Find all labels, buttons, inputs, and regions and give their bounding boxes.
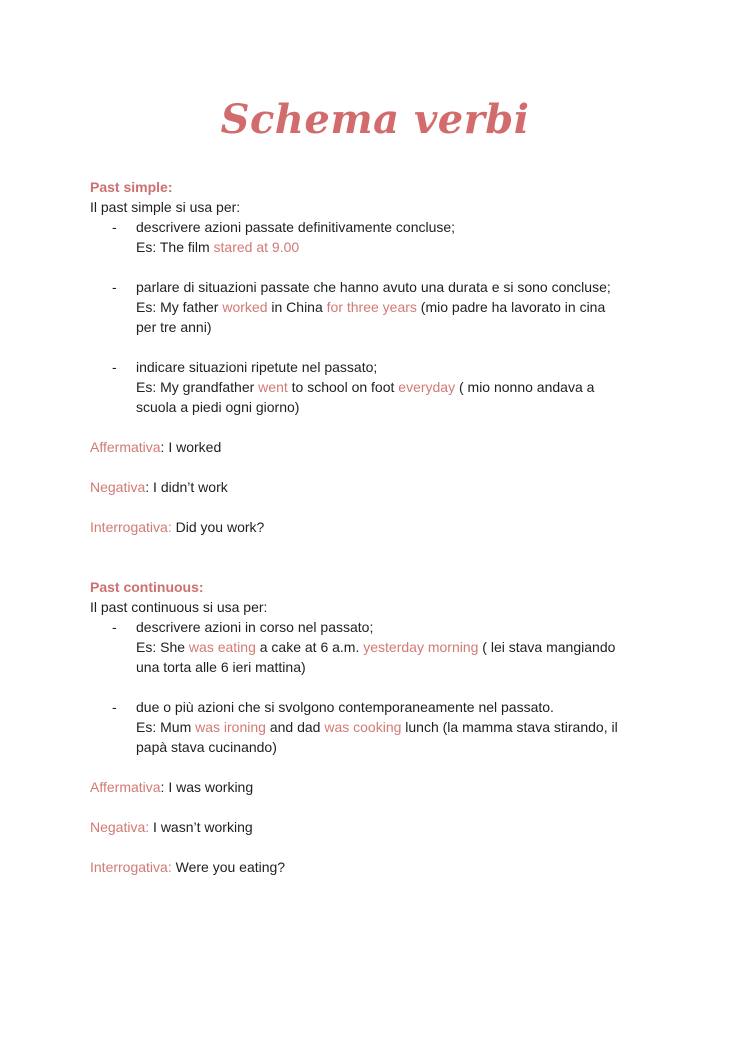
example-line bbox=[90, 297, 670, 317]
list-item-text: parlare di situazioni passate che hanno avuto una durata e si sono concluse; bbox=[136, 279, 611, 295]
example-line: scuola a piedi ogni giorno) bbox=[136, 399, 300, 415]
list-item bbox=[90, 277, 670, 297]
form-label: Negativa: bbox=[90, 819, 150, 835]
form-interrogative bbox=[90, 517, 670, 537]
example-text: Es: Mum bbox=[136, 719, 196, 735]
example-line bbox=[90, 637, 670, 657]
example-line bbox=[90, 237, 670, 257]
example-translation: lunch (la mamma stava stirando, il bbox=[401, 719, 618, 735]
form-example: Were you eating? bbox=[171, 859, 286, 875]
example-text: Es: The film bbox=[136, 239, 214, 255]
highlighted-verb: worked bbox=[222, 299, 268, 315]
example-line: una torta alle 6 ieri mattina) bbox=[136, 659, 306, 675]
example-text: and dad bbox=[265, 719, 325, 735]
document-body bbox=[90, 177, 670, 877]
form-example: Did you work? bbox=[171, 519, 265, 535]
example-line: per tre anni) bbox=[136, 319, 212, 335]
example-translation: (mio padre ha lavorato in cina bbox=[416, 299, 606, 315]
intro-past-continuous: Il past continuous si usa per: bbox=[90, 599, 268, 615]
example-text: to school on foot bbox=[287, 379, 399, 395]
bullet-dash: - bbox=[112, 619, 117, 635]
form-label: Negativa bbox=[90, 479, 146, 495]
example-translation: ( lei stava mangiando bbox=[478, 639, 616, 655]
form-example: : I didn’t work bbox=[145, 479, 228, 495]
example-text: Es: My grandfather bbox=[136, 379, 259, 395]
form-label: Affermativa bbox=[90, 779, 161, 795]
list-item-text: descrivere azioni in corso nel passato; bbox=[136, 619, 374, 635]
list-item-text: indicare situazioni ripetute nel passato; bbox=[136, 359, 378, 375]
bullet-dash: - bbox=[112, 699, 117, 715]
example-text: in China bbox=[267, 299, 327, 315]
highlighted-time-expression: yesterday morning bbox=[363, 639, 479, 655]
page-title: Schema verbi bbox=[220, 96, 530, 143]
example-translation: ( mio nonno andava a bbox=[455, 379, 595, 395]
example-text: Es: My father bbox=[136, 299, 223, 315]
highlighted-verb: went bbox=[258, 379, 288, 395]
list-item bbox=[90, 697, 670, 717]
highlighted-verb: was cooking bbox=[324, 719, 402, 735]
form-label: Affermativa bbox=[90, 439, 161, 455]
example-line bbox=[90, 377, 670, 397]
list-item-text: descrivere azioni passate definitivamente concluse; bbox=[136, 219, 456, 235]
list-item-text: due o più azioni che si svolgono contemporaneamente nel passato. bbox=[136, 699, 554, 715]
form-label: Interrogativa: bbox=[90, 859, 172, 875]
form-negative bbox=[90, 817, 670, 837]
intro-past-simple: Il past simple si usa per: bbox=[90, 199, 241, 215]
example-line bbox=[90, 717, 670, 737]
highlighted-verb: was ironing bbox=[195, 719, 266, 735]
form-affirmative bbox=[90, 437, 670, 457]
section-heading-past-continuous: Past continuous: bbox=[90, 579, 204, 595]
form-example: : I worked bbox=[160, 439, 222, 455]
example-text: Es: She bbox=[136, 639, 189, 655]
bullet-dash: - bbox=[112, 359, 117, 375]
highlighted-time-expression: for three years bbox=[326, 299, 417, 315]
form-label: Interrogativa: bbox=[90, 519, 172, 535]
highlighted-time-expression: everyday bbox=[398, 379, 456, 395]
form-interrogative bbox=[90, 857, 670, 877]
example-text: a cake at 6 a.m. bbox=[255, 639, 364, 655]
list-item bbox=[90, 617, 670, 637]
example-line: papà stava cucinando) bbox=[136, 739, 277, 755]
list-item bbox=[90, 357, 670, 377]
form-example: I wasn’t working bbox=[149, 819, 253, 835]
list-item bbox=[90, 217, 670, 237]
form-negative bbox=[90, 477, 670, 497]
bullet-dash: - bbox=[112, 279, 117, 295]
highlighted-verb: stared at 9.00 bbox=[213, 239, 300, 255]
form-affirmative bbox=[90, 777, 670, 797]
form-example: : I was working bbox=[160, 779, 254, 795]
bullet-dash: - bbox=[112, 219, 117, 235]
highlighted-verb: was eating bbox=[188, 639, 256, 655]
section-heading-past-simple: Past simple: bbox=[90, 179, 173, 195]
